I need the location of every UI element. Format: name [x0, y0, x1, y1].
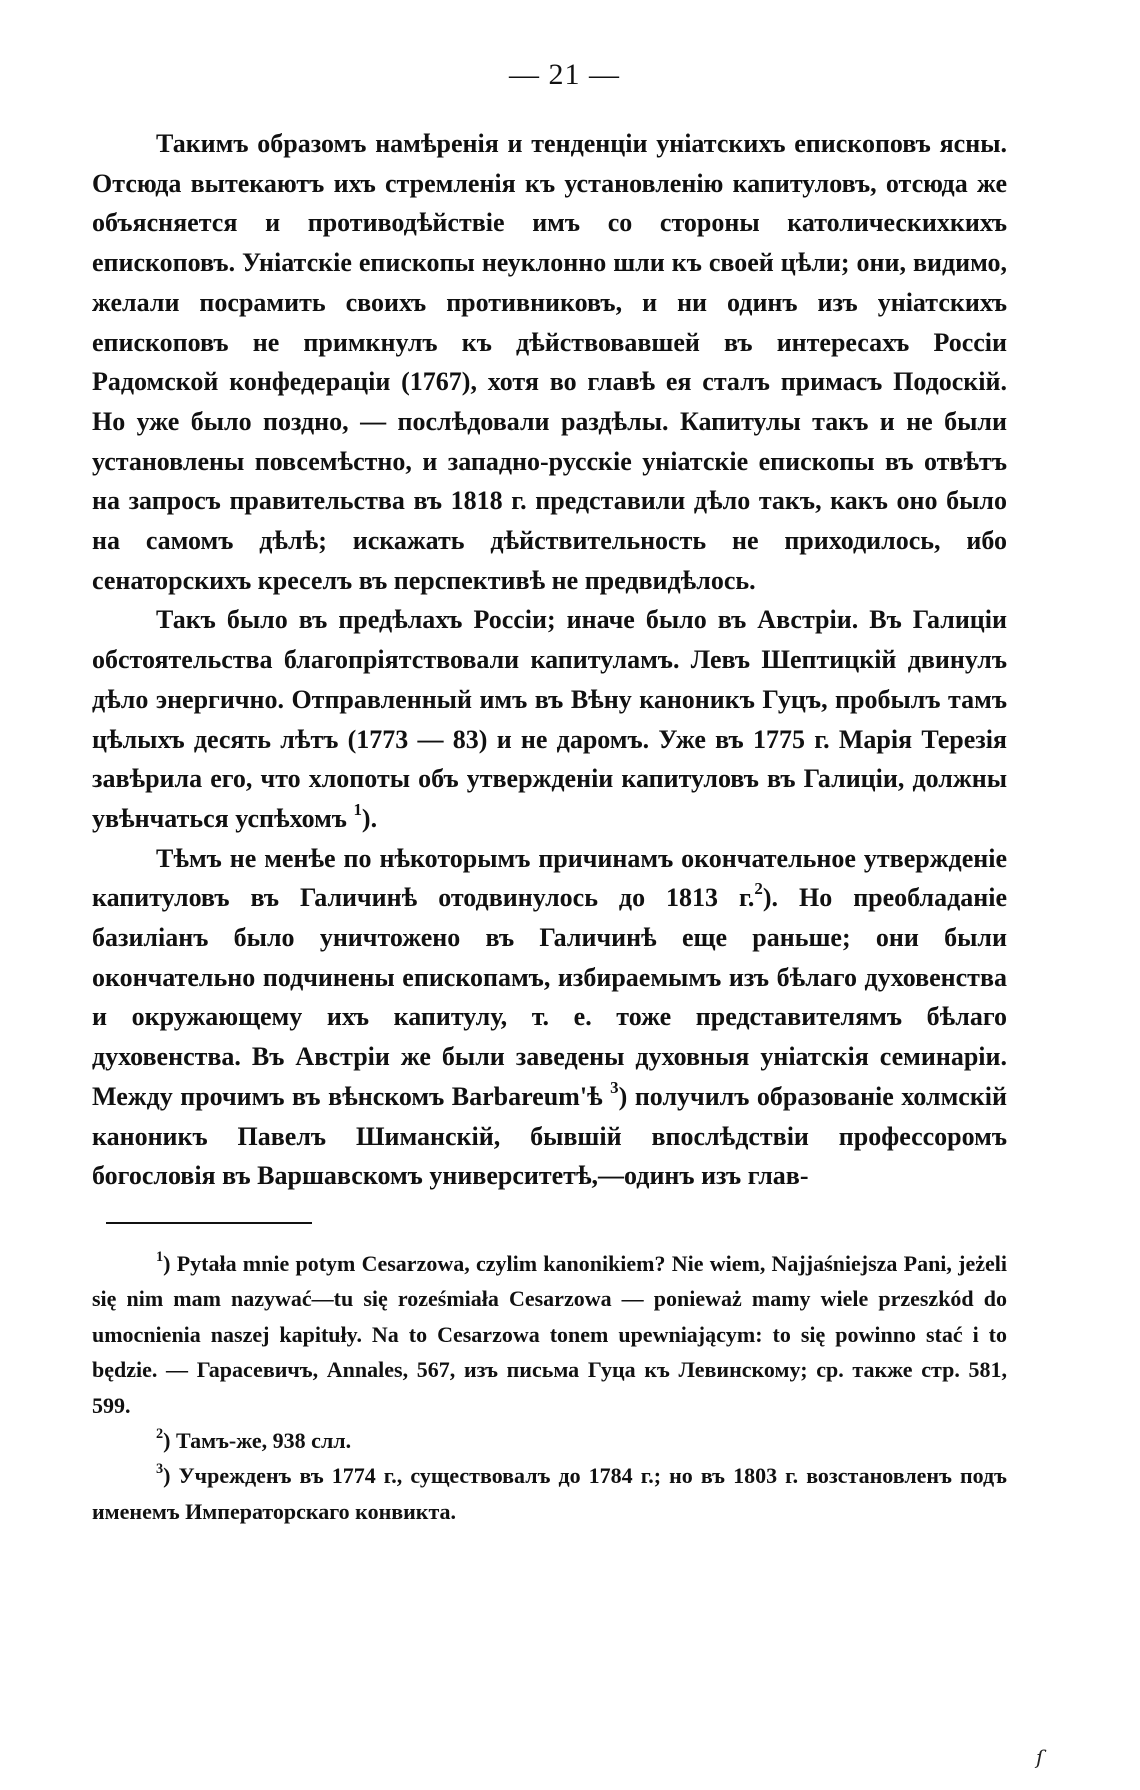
paragraph-1: Такимъ образомъ намѣренія и тенденціи уніатскихъ епископовъ ясны. Отсюда вытекаютъ ихъ стремленія къ установленію капитуловъ, отсюда же объясняется и противодѣйствіе имъ со стороны католическихкихъ епископовъ. Уніатскіе епископы неуклонно шли къ своей цѣли; они, видимо, желали посрамить своихъ противниковъ, и ни одинъ изъ уніатскихъ епископовъ не примкнулъ къ дѣйствовавшей въ интересахъ Россіи Радомской конфедераціи (1767), хотя во главѣ ея сталъ примасъ Подоскій. Но уже было поздно, — послѣдовали раздѣлы. Капитулы такъ и не были установлены повсемѣстно, и западно-русскіе уніатскіе епископы въ отвѣтъ на запросъ правительства въ 1818 г. представили дѣло такъ, какъ оно было на самомъ дѣлѣ; искажать дѣйствительность не приходилось, ибо сенаторскихъ креселъ въ перспективѣ не предвидѣлось. — [92, 129, 1007, 595]
footnote-3 — [92, 1458, 1007, 1529]
footnote-marker-3: 3 — [156, 1461, 164, 1478]
document-page — [92, 60, 1007, 1529]
main-text — [92, 124, 1007, 1196]
footnotes — [92, 1246, 1007, 1529]
footnote-ref-1-close: ). — [361, 803, 378, 833]
footnote-3-text: ) Учрежденъ въ 1774 г., существовалъ до 1784 г.; но въ 1803 г. возстановленъ подъ именемъ Императорскаго конвикта. — [92, 1463, 1007, 1524]
footnote-2-text: ) Тамъ-же, 938 слл. — [163, 1428, 352, 1454]
corner-ink-mark: ſ — [1036, 1745, 1044, 1769]
paragraph-3 — [92, 839, 1007, 1196]
footnote-1-text: ) Pytała mnie potym Cesarzowa, czylim kanonikiem? Nie wiem, Najjaśniejsza Pani, jeżeli się nim mam nazywać—tu się roześmiała Cesarzowa — ponieważ mamy wiele przeszkód do umocnienia naszej kapituły. Na to Cesarzowa tonem upewniającym: to się powinno stać i to będzie. — Гарасевичъ, Annales, 567, изъ письма Гуца къ Левинскому; ср. также стр. 581, 599. — [92, 1250, 1007, 1418]
footnote-ref-2[interactable]: 2 — [754, 879, 763, 899]
footnote-marker-2: 2 — [156, 1426, 164, 1443]
footnote-marker-1: 1 — [156, 1248, 164, 1265]
paragraph-2 — [92, 600, 1007, 838]
footnote-divider — [106, 1222, 312, 1224]
footnote-ref-1[interactable]: 1 — [353, 800, 362, 820]
footnote-ref-3-close: ) — [618, 1081, 628, 1111]
footnote-1 — [92, 1246, 1007, 1423]
paragraph-3-text-a: Тѣмъ не менѣе по нѣкоторымъ причинамъ окончательное утвержденіе капитуловъ въ Галичинѣ отодвинулось до 1813 г. — [92, 843, 1007, 913]
footnote-2 — [92, 1423, 1007, 1458]
footnote-ref-3[interactable]: 3 — [610, 1078, 619, 1098]
paragraph-3-text-c: получилъ образованіе холмскій каноникъ Павелъ Шиманскій, бывшій впослѣдствіи профессоромъ богословія въ Варшавскомъ университетѣ,—одинъ изъ глав- — [92, 1081, 1008, 1191]
paragraph-2-text: Такъ было въ предѣлахъ Россіи; иначе было въ Австріи. Въ Галиціи обстоятельства благопріятствовали капитуламъ. Левъ Шептицкій двинулъ дѣло энергично. Отправленный имъ въ Вѣну каноникъ Гуцъ, пробылъ тамъ цѣлыхъ десять лѣтъ (1773 — 83) и не даромъ. Уже въ 1775 г. Марія Терезія завѣрила его, что хлопоты объ утвержденіи капитуловъ въ Галиціи, должны увѣнчаться успѣхомъ — [92, 605, 1007, 833]
page-number: — 21 — — [509, 58, 620, 91]
paragraph-3-text-b: Но преобладаніе базиліанъ было уничтожено въ Галичинѣ еще раньше; они были окончательно подчинены епископамъ, избираемымъ изъ бѣлаго духовенства и окружающему ихъ капитулу, т. е. тоже представителямъ бѣлаго духовенства. Въ Австріи же были заведены духовныя уніатскія семинаріи. Между прочимъ въ вѣнскомъ Barbareum'ѣ — [92, 883, 1008, 1111]
footnote-ref-2-close: ). — [762, 883, 779, 913]
